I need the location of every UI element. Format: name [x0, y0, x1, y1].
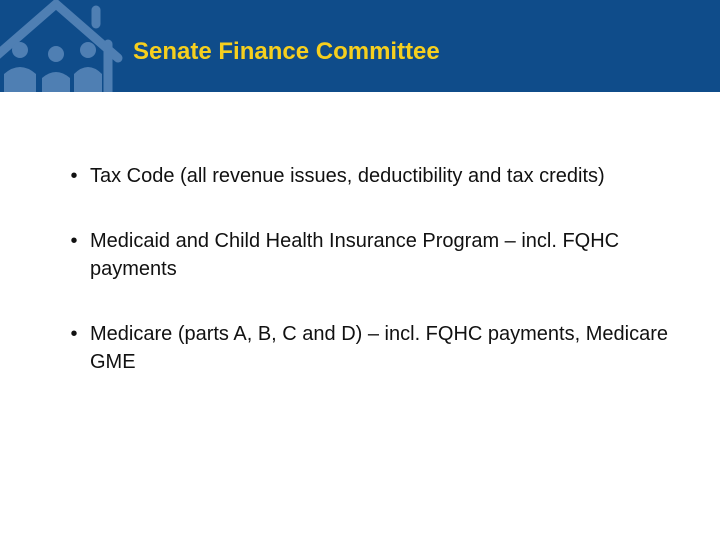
bullet-text: Tax Code (all revenue issues, deductibility and tax credits) [90, 165, 605, 187]
list-item [70, 227, 690, 283]
slide-header [0, 0, 720, 92]
house-people-icon [0, 0, 150, 92]
bullet-marker: • [70, 323, 78, 345]
list-item [70, 320, 690, 376]
bullet-marker: • [70, 165, 78, 187]
bullet-marker: • [70, 230, 78, 252]
list-item [70, 162, 690, 190]
bullet-text: Medicare (parts A, B, C and D) – incl. FQHC payments, Medicare GME [90, 323, 668, 373]
bullet-text: Medicaid and Child Health Insurance Program – incl. FQHC payments [90, 230, 620, 280]
bullet-list [70, 162, 690, 413]
page-title: Senate Finance Committee [133, 38, 440, 65]
